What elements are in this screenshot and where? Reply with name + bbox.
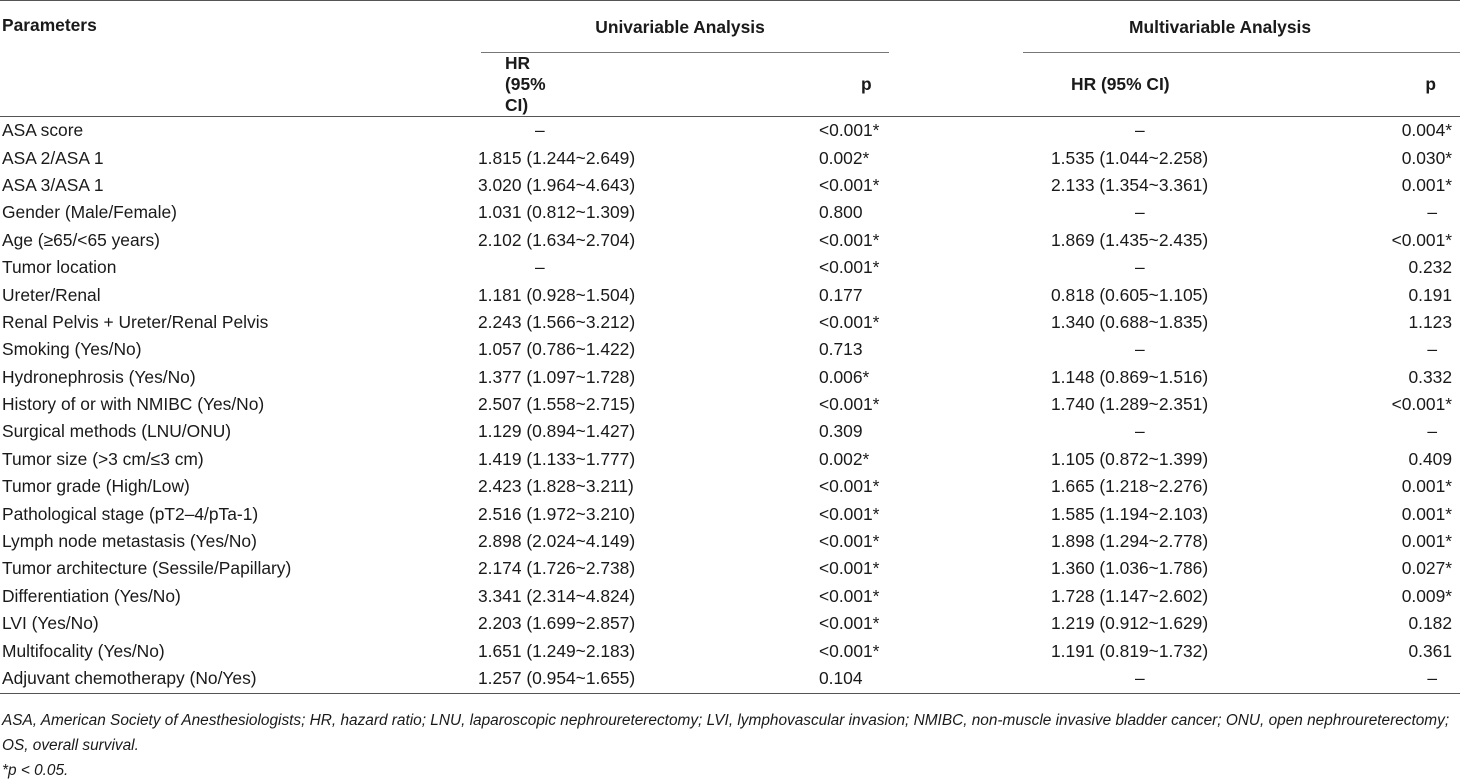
table-row [0, 227, 1460, 254]
multivariable-p-cell: 0.361 [1408, 640, 1453, 661]
multivariable-hr-cell: 1.665 (1.218~2.276) [1051, 476, 1209, 497]
multivariable-p-cell: 0.027* [1401, 558, 1453, 579]
table-row [0, 172, 1460, 199]
multivariable-p-cell: 0.004* [1401, 120, 1453, 141]
table-row [0, 144, 1460, 171]
multivariable-p-cell: 0.409 [1408, 448, 1453, 469]
footnote-abbreviations: ASA, American Society of Anesthesiologists; HR, hazard ratio; LNU, laparoscopic nephroureterectomy; LVI, lymphovascular invasion; NMIBC, non-muscle invasive bladder cancer; ONU, open nephroureterectomy; OS, overall survival. [2, 712, 1450, 754]
parameter-cell: ASA score [2, 120, 84, 141]
univariable-p-cell: 0.177 [819, 284, 863, 305]
multivariable-p-cell: 0.232 [1408, 257, 1453, 278]
footnote-significance: *p < 0.05. [2, 762, 69, 779]
multivariable-hr-cell: – [1135, 339, 1145, 360]
univariable-hr-cell: 1.181 (0.928~1.504) [478, 284, 636, 305]
multivariable-header-label: Multivariable Analysis [1129, 16, 1312, 37]
table-row [0, 528, 1460, 555]
multivariable-p-cell: 0.001* [1401, 174, 1453, 195]
univariable-p-header: p [569, 53, 980, 117]
univariable-hr-cell: 1.377 (1.097~1.728) [478, 366, 636, 387]
univariable-p-cell: 0.002* [819, 448, 870, 469]
multivariable-p-cell: <0.001* [1391, 229, 1453, 250]
univariable-p-cell: <0.001* [819, 503, 880, 524]
parameter-cell: ASA 2/ASA 1 [2, 147, 104, 168]
parameter-cell: Differentiation (Yes/No) [2, 585, 181, 606]
multivariable-hr-cell: 1.148 (0.869~1.516) [1051, 366, 1209, 387]
univariable-p-cell: <0.001* [819, 174, 880, 195]
table-row [0, 309, 1460, 336]
table-row [0, 117, 1460, 145]
univariable-p-cell: <0.001* [819, 531, 880, 552]
univariable-header-label: Univariable Analysis [595, 16, 765, 37]
multivariable-hr-cell: 1.340 (0.688~1.835) [1051, 311, 1209, 332]
multivariable-hr-cell: 0.818 (0.605~1.105) [1051, 284, 1209, 305]
multivariable-hr-cell: 1.191 (0.819~1.732) [1051, 640, 1209, 661]
header-row-groups [0, 1, 1460, 54]
univariable-hr-cell: 2.423 (1.828~3.211) [478, 476, 634, 497]
univariable-p-cell: 0.104 [569, 665, 980, 694]
univariable-hr-cell: 3.020 (1.964~4.643) [478, 174, 636, 195]
univariable-hr-cell: 2.898 (2.024~4.149) [478, 531, 636, 552]
multivariable-hr-cell: 1.105 (0.872~1.399) [1051, 448, 1209, 469]
univariable-hr-cell: 2.507 (1.558~2.715) [478, 394, 636, 415]
parameter-cell: Tumor size (>3 cm/≤3 cm) [2, 448, 204, 469]
parameter-cell: History of or with NMIBC (Yes/No) [2, 394, 265, 415]
parameter-cell: LVI (Yes/No) [2, 613, 99, 634]
multivariable-hr-cell: – [980, 665, 1223, 694]
multivariable-hr-cell: 1.360 (1.036~1.786) [1051, 558, 1209, 579]
parameter-cell: Pathological stage (pT2–4/pTa-1) [2, 503, 259, 524]
univariable-p-cell: 0.002* [819, 147, 870, 168]
multivariable-header [980, 1, 1460, 54]
multivariable-p-cell: – [1427, 339, 1438, 360]
multivariable-hr-cell: 1.869 (1.435~2.435) [1051, 229, 1209, 250]
univariable-hr-cell: 3.341 (2.314~4.824) [478, 585, 636, 606]
univariable-p-cell: <0.001* [819, 120, 880, 141]
univariable-p-cell: 0.309 [819, 421, 863, 442]
univariable-hr-cell: 1.815 (1.244~2.649) [478, 147, 636, 168]
table-row [0, 555, 1460, 582]
univariable-p-cell: <0.001* [819, 257, 880, 278]
univariable-hr-cell: 1.057 (0.786~1.422) [478, 339, 636, 360]
multivariable-p-cell: 0.332 [1408, 366, 1453, 387]
table-row [0, 336, 1460, 363]
parameter-cell: Ureter/Renal [2, 284, 101, 305]
parameter-cell: Hydronephrosis (Yes/No) [2, 366, 196, 387]
multivariable-hr-cell: 1.740 (1.289~2.351) [1051, 394, 1209, 415]
multivariable-hr-cell: – [1135, 120, 1145, 141]
multivariable-p-cell: – [1427, 202, 1438, 223]
parameter-cell: Multifocality (Yes/No) [2, 640, 165, 661]
multivariable-p-cell: 1.123 [1408, 311, 1453, 332]
parameter-cell: Tumor architecture (Sessile/Papillary) [2, 558, 292, 579]
parameter-cell: Smoking (Yes/No) [2, 339, 142, 360]
univariable-hr-cell: 1.031 (0.812~1.309) [478, 202, 636, 223]
table-row [0, 254, 1460, 281]
parameter-cell: Surgical methods (LNU/ONU) [2, 421, 232, 442]
table-row [0, 199, 1460, 226]
table-row [0, 610, 1460, 637]
univariable-hr-cell: 1.129 (0.894~1.427) [478, 421, 636, 442]
univariable-hr-cell: – [535, 257, 545, 278]
univariable-hr-cell: 1.419 (1.133~1.777) [478, 448, 636, 469]
multivariable-hr-cell: 1.728 (1.147~2.602) [1051, 585, 1209, 606]
univariable-p-cell: <0.001* [819, 558, 880, 579]
multivariable-p-cell: 0.001* [1401, 503, 1453, 524]
univariable-hr-cell: 1.257 (0.954~1.655) [380, 665, 569, 694]
multivariable-p-cell: – [1427, 421, 1438, 442]
table-row [0, 583, 1460, 610]
univariable-p-cell: <0.001* [819, 585, 880, 606]
univariable-hr-cell: 2.203 (1.699~2.857) [478, 613, 636, 634]
parameter-cell: Tumor grade (High/Low) [2, 476, 190, 497]
univariable-hr-cell: 2.174 (1.726~2.738) [478, 558, 636, 579]
table-footnote [2, 708, 1452, 783]
univariable-hr-cell: 2.243 (1.566~3.212) [478, 311, 636, 332]
multivariable-p-cell: 0.001* [1401, 531, 1453, 552]
multivariable-hr-header: HR (95% CI) [980, 53, 1223, 117]
univariable-p-cell: <0.001* [819, 640, 880, 661]
univariable-p-cell: <0.001* [819, 476, 880, 497]
univariable-p-cell: 0.800 [819, 202, 863, 223]
multivariable-hr-cell: 1.585 (1.194~2.103) [1051, 503, 1209, 524]
univariable-hr-header: HR (95% CI) [380, 53, 569, 117]
univariable-hr-cell: – [535, 120, 545, 141]
univariable-hr-cell: 2.102 (1.634~2.704) [478, 229, 636, 250]
univariable-hr-cell: 2.516 (1.972~3.210) [478, 503, 636, 524]
table-row [0, 665, 1460, 694]
multivariable-hr-cell: – [1135, 257, 1145, 278]
univariable-underline [481, 52, 889, 53]
multivariable-p-cell: – [1223, 665, 1460, 694]
multivariable-hr-cell: 1.219 (0.912~1.629) [1051, 613, 1209, 634]
multivariable-p-cell: <0.001* [1391, 394, 1453, 415]
univariable-header [380, 1, 980, 54]
multivariable-p-cell: 0.182 [1408, 613, 1453, 634]
multivariable-hr-cell: – [1135, 421, 1145, 442]
univariable-p-cell: <0.001* [819, 311, 880, 332]
table-row [0, 281, 1460, 308]
parameter-cell: Age (≥65/<65 years) [2, 229, 160, 250]
table-row [0, 391, 1460, 418]
univariable-p-cell: <0.001* [819, 613, 880, 634]
parameter-cell: Renal Pelvis + Ureter/Renal Pelvis [2, 311, 269, 332]
parameter-cell: ASA 3/ASA 1 [2, 174, 104, 195]
table-header [0, 1, 1460, 117]
parameter-cell: Adjuvant chemotherapy (No/Yes) [0, 665, 380, 694]
table-row [0, 418, 1460, 445]
multivariable-hr-cell: – [1135, 202, 1145, 223]
table-row [0, 500, 1460, 527]
parameter-cell: Tumor location [2, 257, 117, 278]
table-row [0, 446, 1460, 473]
multivariable-p-cell: 0.001* [1401, 476, 1453, 497]
multivariable-p-cell: 0.009* [1401, 585, 1453, 606]
univariable-hr-cell: 1.651 (1.249~2.183) [478, 640, 636, 661]
parameters-header: Parameters [0, 1, 380, 117]
multivariable-p-cell: 0.030* [1401, 147, 1453, 168]
table-row [0, 364, 1460, 391]
univariable-p-cell: 0.006* [819, 366, 870, 387]
parameter-cell: Gender (Male/Female) [2, 202, 177, 223]
multivariable-underline [1023, 52, 1460, 53]
multivariable-hr-cell: 1.535 (1.044~2.258) [1051, 147, 1209, 168]
multivariable-hr-cell: 2.133 (1.354~3.361) [1051, 174, 1209, 195]
multivariable-hr-cell: 1.898 (1.294~2.778) [1051, 531, 1209, 552]
multivariable-p-cell: 0.191 [1408, 284, 1453, 305]
univariable-p-cell: 0.713 [819, 339, 863, 360]
univariable-p-cell: <0.001* [819, 394, 880, 415]
multivariable-p-header: p [1223, 53, 1460, 117]
table-body [0, 117, 1460, 694]
parameter-cell: Lymph node metastasis (Yes/No) [2, 531, 257, 552]
table-row [0, 473, 1460, 500]
univariable-p-cell: <0.001* [819, 229, 880, 250]
table-row [0, 637, 1460, 664]
